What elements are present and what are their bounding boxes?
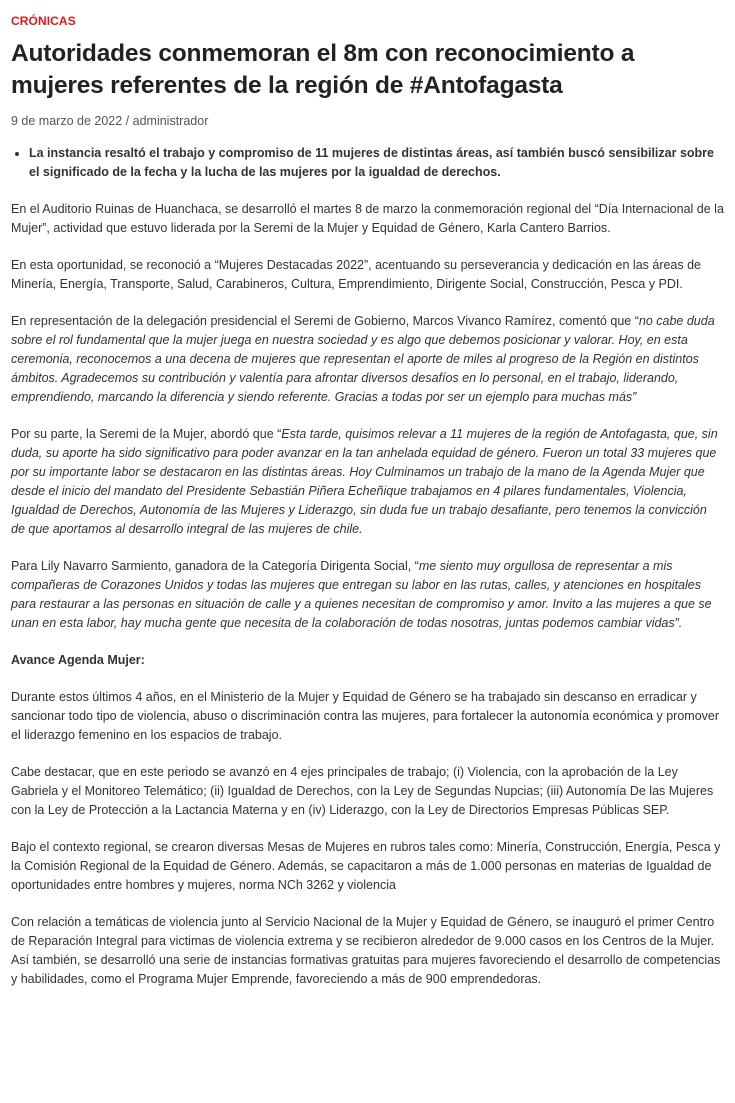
summary-list — [11, 144, 724, 182]
paragraph: Bajo el contexto regional, se crearon diversas Mesas de Mujeres en rubros tales como: Minería, Construcción, Energía, Pesca y la Comisión Regional de la Equidad de Género. Además, se capacitaron a más de 1.000 personas en materias de Igualdad de oportunidades entre hombres y mujeres, norma NCh 3262 y violencia — [11, 840, 721, 892]
paragraph — [11, 557, 724, 633]
article-meta — [11, 112, 724, 130]
paragraph — [11, 312, 724, 407]
paragraph-quote: no cabe duda sobre el rol fundamental que la mujer juega en nuestra sociedad y es algo que debemos posicionar y valorar. Hoy, en esta ceremonia, reconocemos a una decena de mujeres que representan el aporte de miles al progreso de la Región en distintos ámbitos. Agradecemos su contribución y valentía para afrontar diversos desafíos en lo personal, en el trabajo, liderando, emprendiendo, marcando la diferencia y siendo referente. Gracias a todas por ser un ejemplo para muchas más” — [11, 314, 715, 404]
paragraph: En el Auditorio Ruinas de Huanchaca, se desarrolló el martes 8 de marzo la conmemoración regional del “Día Internacional de la Mujer”, actividad que estuvo liderada por la Seremi de la Mujer y Equidad de Género, Karla Cantero Barrios. — [11, 202, 724, 235]
paragraph: Cabe destacar, que en este periodo se avanzó en 4 ejes principales de trabajo; (i) Violencia, con la aprobación de la Ley Gabriela y el Monitoreo Telemático; (ii) Igualdad de Derechos, con la Ley de Segundas Nupcias; (iii) Autonomía De las Mujeres con la Ley de Protección a la Lactancia Materna y en (iv) Liderazgo, con la Ley de Directorios Empresas Públicas SEP. — [11, 765, 714, 817]
paragraph-quote: me siento muy orgullosa de representar a mis compañeras de Corazones Unidos y todas las mujeres que entregan su labor en las rutas, calles, y atenciones en hospitales para restaurar a las personas en situación de calle y a quienes necesitan de compromiso y amor. Invito a las mujeres a que se unan en esta labor, hay mucha gente que necesita de la colaboración de todas nosotras, juntas podemos cambiar vidas”. — [11, 559, 712, 630]
paragraph-lead: Para Lily Navarro Sarmiento, ganadora de la Categoría Dirigenta Social, “ — [11, 559, 419, 573]
paragraph: Con relación a temáticas de violencia junto al Servicio Nacional de la Mujer y Equidad de Género, se inauguró el primer Centro de Reparación Integral para victimas de violencia extrema y se recibieron alrededor de 9.000 casos en los Centros de la Mujer. Así también, se desarrolló una serie de instancias formativas gratuitas para mujeres favoreciendo el desarrollo de competencias y habilidades, como el Programa Mujer Emprende, favoreciendo a más de 900 emprendedoras. — [11, 915, 721, 986]
paragraph-quote: Esta tarde, quisimos relevar a 11 mujeres de la región de Antofagasta, que, sin duda, su aporte ha sido significativo para poder avanzar en la tan anhelada equidad de género. Fueron un total 33 mujeres que por su importante labor se destacaron en las distintas áreas. Hoy Culminamos un trabajo de la mano de la Agenda Mujer que desde el inicio del mandato del Presidente Sebastián Piñera Echeñique trabajamos en 4 pilares fundamentales, Violencia, Igualdad de Derechos, Autonomía de las Mujeres y Liderazgo, sin duda fue un trabajo desafiante, pero tenemos la convicción de que aportamos al desarrollo integral de las mujeres de chile. — [11, 427, 718, 536]
paragraph-lead: En representación de la delegación presidencial el Seremi de Gobierno, Marcos Vivanco Ramírez, comentó que “ — [11, 314, 639, 328]
paragraph: En esta oportunidad, se reconoció a “Mujeres Destacadas 2022”, acentuando su perseverancia y dedicación en las áreas de Minería, Energía, Transporte, Salud, Carabineros, Cultura, Emprendimiento, Dirigente Social, Construcción, Pesca y PDI. — [11, 258, 702, 291]
section-subheading: Avance Agenda Mujer: — [11, 653, 145, 667]
summary-item: • La instancia resaltó el trabajo y compromiso de 11 mujeres de distintas áreas, así también buscó sensibilizar sobre el significado de la fecha y la lucha de las mujeres por la igualdad de derechos. — [29, 144, 724, 182]
paragraph: Durante estos últimos 4 años, en el Ministerio de la Mujer y Equidad de Género se ha trabajado sin descanso en erradicar y sancionar todo tipo de violencia, abuso o discriminación contra las mujeres, para fortalecer la autonomía económica y promover el liderazgo femenino en los espacios de trabajo. — [11, 690, 720, 742]
category-link[interactable]: CRÓNICAS — [11, 14, 76, 28]
article-body — [11, 200, 724, 989]
meta-separator: / — [122, 114, 133, 128]
publish-date: 9 de marzo de 2022 — [11, 114, 123, 128]
paragraph-lead: Por su parte, la Seremi de la Mujer, abordó que “ — [11, 427, 282, 441]
author-link[interactable]: administrador — [132, 114, 209, 128]
article-title: Autoridades conmemoran el 8m con reconocimiento a mujeres referentes de la región de #Antofagasta — [11, 40, 635, 99]
paragraph — [11, 425, 724, 539]
